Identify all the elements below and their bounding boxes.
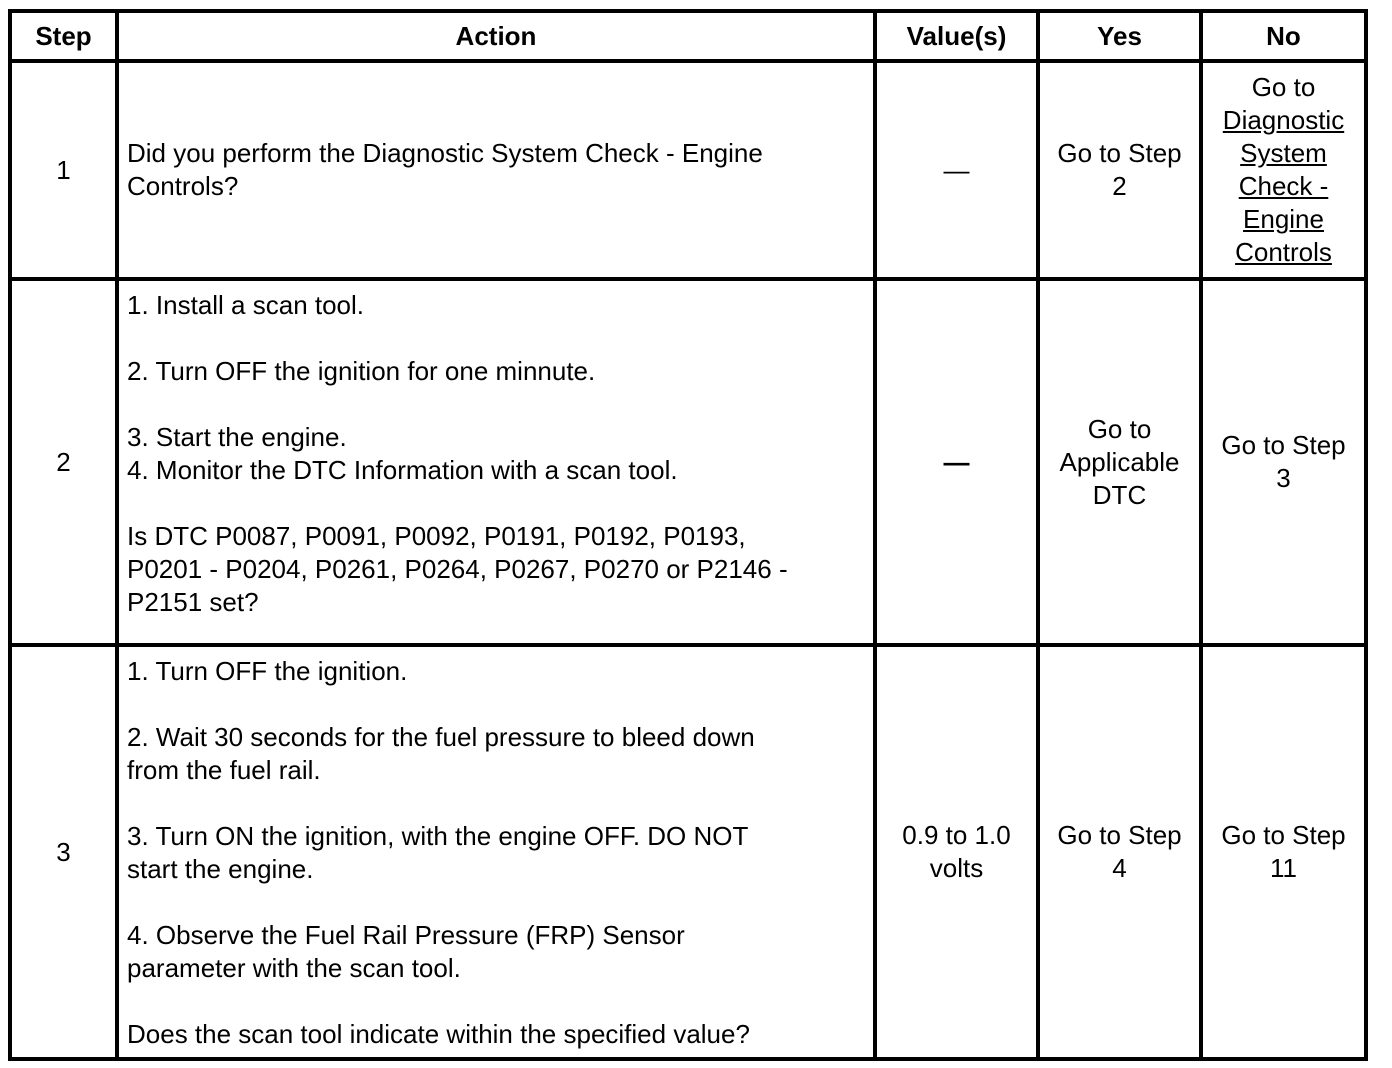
header-values: Value(s) (875, 11, 1038, 61)
action-item: 1. Turn OFF the ignition. (127, 656, 408, 686)
action-item: 1. Install a scan tool. (127, 290, 365, 320)
table-row (10, 645, 1366, 1059)
action-item: 2. Wait 30 seconds for the fuel pressure to bleed down (127, 722, 755, 752)
no-text: Go to (1251, 72, 1316, 102)
action-item: from the fuel rail. (127, 755, 321, 785)
value-text: 0.9 to 1.0 (902, 820, 1011, 850)
diagnostic-system-check-link[interactable] (1211, 104, 1356, 269)
action-question: P0201 - P0204, P0261, P0264, P0267, P0270 or P2146 - (127, 554, 788, 584)
no-cell (1201, 61, 1366, 279)
table-row (10, 61, 1366, 279)
step-number: 2 (10, 279, 117, 645)
step-number: 3 (10, 645, 117, 1059)
action-item: 3. Start the engine. (127, 422, 347, 452)
action-item: 3. Turn ON the ignition, with the engine OFF. DO NOT (127, 821, 749, 851)
action-item: parameter with the scan tool. (127, 953, 461, 983)
header-row (10, 11, 1366, 61)
action-cell (117, 61, 875, 279)
value-cell (875, 279, 1038, 645)
no-text: 11 (1270, 853, 1297, 883)
header-step: Step (10, 11, 117, 61)
no-text: Go to Step (1221, 430, 1346, 460)
action-item: 4. Observe the Fuel Rail Pressure (FRP) Sensor (127, 920, 685, 950)
value-cell (875, 645, 1038, 1059)
yes-text: Go to (1087, 413, 1152, 444)
table-row (10, 279, 1366, 645)
value-cell (875, 61, 1038, 279)
step-number: 1 (10, 61, 117, 279)
link-text[interactable]: Controls (1235, 237, 1332, 267)
action-cell (117, 279, 875, 645)
action-text: Controls? (127, 171, 239, 201)
yes-text: 4 (1112, 853, 1127, 883)
yes-cell (1038, 61, 1201, 279)
action-text: Did you perform the Diagnostic System Check - Engine (127, 138, 763, 168)
link-text[interactable]: Diagnostic (1222, 105, 1345, 135)
header-no: No (1201, 11, 1366, 61)
yes-text: Go to Step (1057, 820, 1182, 850)
value-text: volts (929, 853, 984, 883)
diagnostic-table (8, 9, 1368, 1061)
yes-text: Applicable (1059, 446, 1180, 477)
action-question: Is DTC P0087, P0091, P0092, P0191, P0192, P0193, (127, 521, 746, 551)
no-text: 3 (1276, 463, 1291, 493)
header-yes: Yes (1038, 11, 1201, 61)
value-text: — (943, 154, 970, 185)
action-item: 2. Turn OFF the ignition for one minnute. (127, 356, 596, 386)
no-cell (1201, 279, 1366, 645)
yes-text: DTC (1092, 479, 1147, 510)
yes-cell (1038, 645, 1201, 1059)
yes-text: 2 (1112, 171, 1127, 201)
yes-cell (1038, 279, 1201, 645)
no-cell (1201, 645, 1366, 1059)
link-text[interactable]: System (1240, 138, 1327, 168)
action-item: 4. Monitor the DTC Information with a scan tool. (127, 455, 678, 485)
link-text[interactable]: Engine (1243, 204, 1324, 234)
action-item: start the engine. (127, 854, 314, 884)
action-question: Does the scan tool indicate within the specified value? (127, 1019, 750, 1049)
action-question: P2151 set? (127, 587, 259, 617)
action-cell (117, 645, 875, 1059)
header-action: Action (117, 11, 875, 61)
yes-text: Go to Step (1057, 138, 1182, 168)
value-text: — (943, 446, 970, 477)
link-text[interactable]: Check - (1238, 171, 1329, 201)
no-text: Go to Step (1221, 820, 1346, 850)
